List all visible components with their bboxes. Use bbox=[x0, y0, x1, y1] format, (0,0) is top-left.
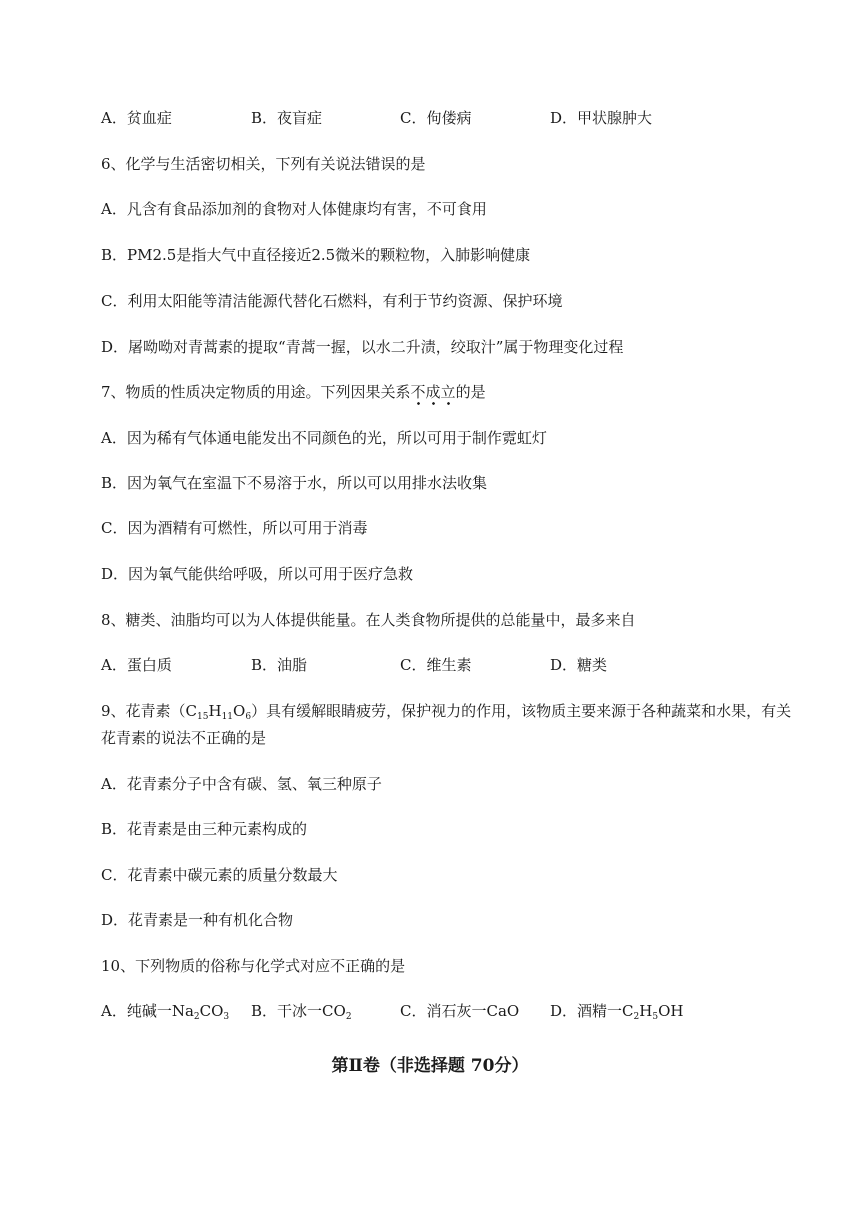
q7-stem-after: 的是 bbox=[455, 383, 486, 401]
q9-option-d: D．花青素是一种有机化合物 bbox=[101, 911, 294, 929]
q10-option-c: C．消石灰一CaO bbox=[400, 1002, 520, 1020]
q8-option-a: A．蛋白质 bbox=[101, 656, 172, 674]
q7-option-d: D．因为氧气能供给呼吸，所以可用于医疗急救 bbox=[101, 565, 414, 583]
q10-option-a: A．纯碱一$Na_2CO_3$ bbox=[101, 1002, 230, 1022]
q7-stem bbox=[101, 382, 486, 402]
q6-option-b: B．PM2.5是指大气中直径接近2.5微米的颗粒物，入肺影响健康 bbox=[101, 246, 531, 264]
q8-stem: 8、糖类、油脂均可以为人体提供能量。在人类食物所提供的总能量中，最多来自 bbox=[101, 611, 636, 629]
q7-option-b: B．因为氧气在室温下不易溶于水，所以可以用排水法收集 bbox=[101, 474, 488, 492]
q9-stem-prefix: 9、花青素（C bbox=[101, 702, 198, 720]
q9-stem-suffix: ）具有缓解眼睛疲劳，保护视力的作用，该物质主要来源于各种蔬菜和水果，有关 bbox=[251, 702, 792, 720]
q7-stem-emphasis: 不成立 bbox=[411, 383, 456, 406]
q8-option-b: B．油脂 bbox=[251, 656, 308, 674]
q9-subscript-o: 6 bbox=[245, 712, 252, 722]
q5-option-b: B．夜盲症 bbox=[251, 109, 323, 127]
q10-option-d: D．酒精一$C_2H_5OH$ bbox=[550, 1002, 684, 1022]
q6-option-a: A．凡含有食品添加剂的食物对人体健康均有害，不可食用 bbox=[101, 200, 487, 218]
q7-option-a: A．因为稀有气体通电能发出不同颜色的光，所以可用于制作霓虹灯 bbox=[101, 429, 547, 447]
q9-stem-line1 bbox=[101, 701, 791, 721]
q5-option-d: D．甲状腺肿大 bbox=[550, 109, 653, 127]
q6-option-c: C．利用太阳能等清洁能源代替化石燃料，有利于节约资源、保护环境 bbox=[101, 292, 563, 310]
q9-subscript-h: 11 bbox=[221, 712, 234, 722]
q9-symbol-o: O bbox=[233, 702, 246, 720]
q10-stem: 10、下列物质的俗称与化学式对应不正确的是 bbox=[101, 957, 406, 975]
q9-option-c: C．花青素中碳元素的质量分数最大 bbox=[101, 866, 338, 884]
q5-option-a: A．贫血症 bbox=[101, 109, 172, 127]
q5-option-c: C．佝偻病 bbox=[400, 109, 472, 127]
q8-option-c: C．维生素 bbox=[400, 656, 472, 674]
q7-stem-before: 7、物质的性质决定物质的用途。下列因果关系 bbox=[101, 383, 411, 401]
q9-option-b: B．花青素是由三种元素构成的 bbox=[101, 820, 308, 838]
q9-subscript-c: 15 bbox=[197, 712, 209, 722]
q8-option-d: D．糖类 bbox=[550, 656, 608, 674]
q6-option-d: D．屠呦呦对青蒿素的提取“青蒿一握，以水二升渍，绞取汁”属于物理变化过程 bbox=[101, 338, 624, 356]
q10-option-b: B．干冰一$CO_2$ bbox=[251, 1002, 352, 1022]
section-title: 第Ⅱ卷（非选择题 70分） bbox=[331, 1056, 529, 1076]
q7-option-c: C．因为酒精有可燃性，所以可用于消毒 bbox=[101, 519, 368, 537]
q9-symbol-h: H bbox=[208, 702, 222, 720]
q6-stem: 6、化学与生活密切相关，下列有关说法错误的是 bbox=[101, 155, 426, 173]
q9-option-a: A．花青素分子中含有碳、氢、氧三种原子 bbox=[101, 775, 382, 793]
q9-stem-line2: 花青素的说法不正确的是 bbox=[101, 729, 267, 747]
